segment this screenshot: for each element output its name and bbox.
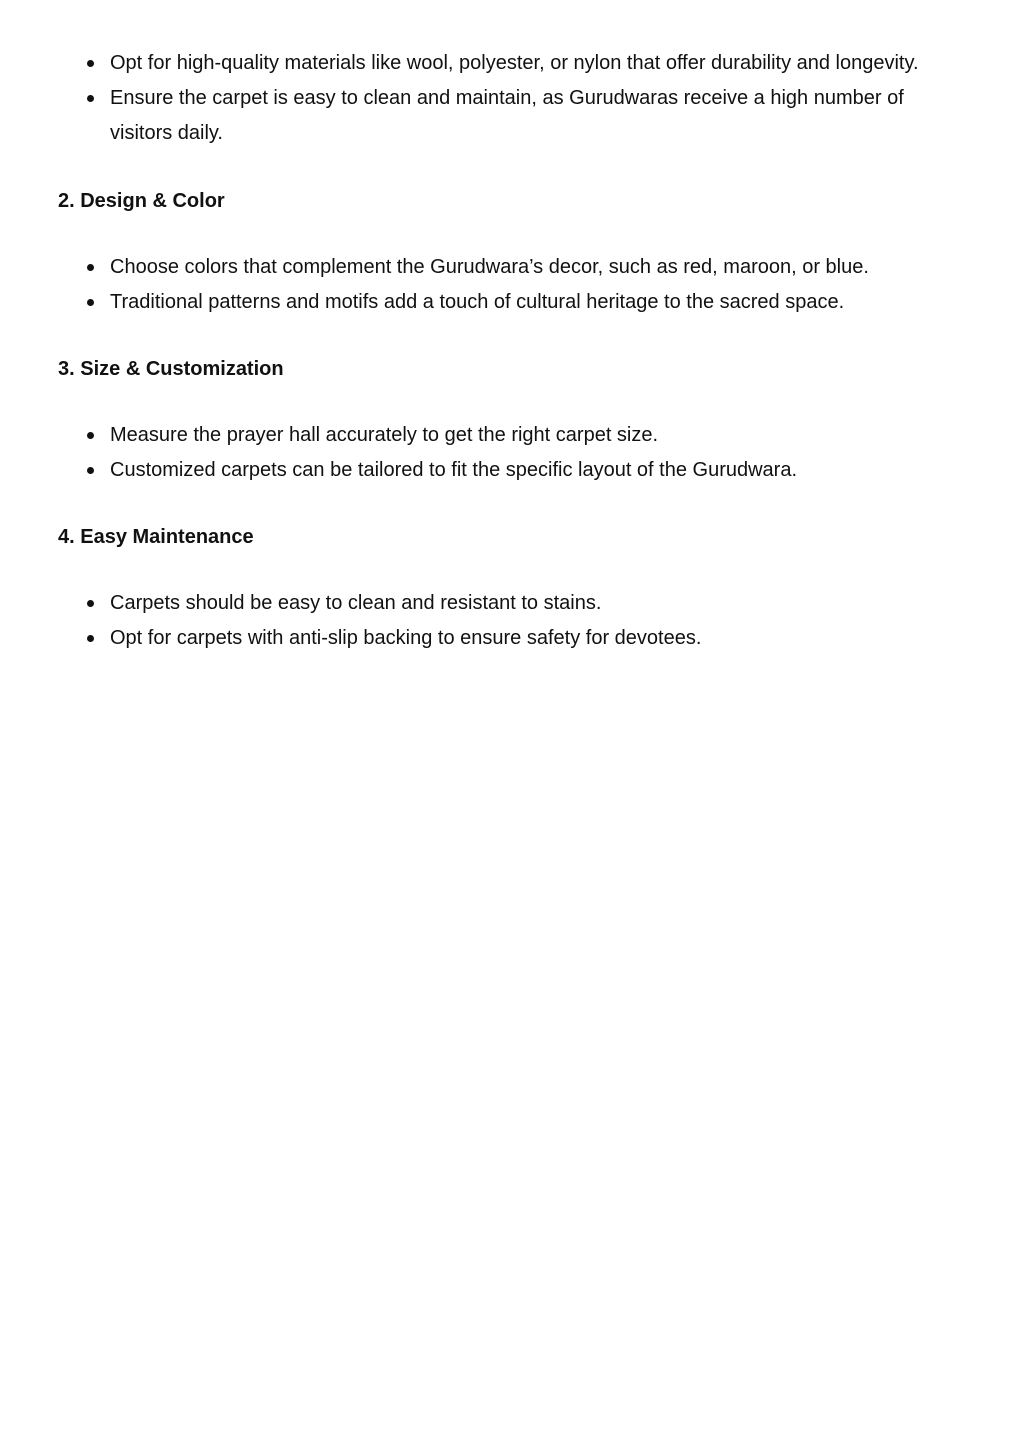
list-item-text: Measure the prayer hall accurately to get the right carpet size. <box>110 424 659 446</box>
list-item <box>58 453 958 488</box>
design-color-bullet-list <box>58 250 958 320</box>
list-item-text: Ensure the carpet is easy to clean and maintain, as Gurudwaras receive a high number of visitors daily. <box>110 87 904 144</box>
list-item-text: Traditional patterns and motifs add a touch of cultural heritage to the sacred space. <box>110 291 845 313</box>
list-item <box>58 586 958 621</box>
list-item-text: Choose colors that complement the Gurudwara’s decor, such as red, maroon, or blue. <box>110 256 869 278</box>
list-item-text: Carpets should be easy to clean and resistant to stains. <box>110 592 602 614</box>
easy-maintenance-bullet-list <box>58 586 958 656</box>
list-item <box>58 285 958 320</box>
bullet-icon <box>87 60 94 67</box>
size-customization-bullet-list <box>58 418 958 488</box>
bullet-icon <box>87 467 94 474</box>
list-item-text: Customized carpets can be tailored to fit the specific layout of the Gurudwara. <box>110 459 798 481</box>
section-heading-size-customization: 3. Size & Customization <box>58 358 284 380</box>
list-item <box>58 621 958 656</box>
bullet-icon <box>87 264 94 271</box>
list-item <box>58 250 958 285</box>
list-item <box>58 418 958 453</box>
list-item-text: Opt for carpets with anti-slip backing to ensure safety for devotees. <box>110 627 702 649</box>
bullet-icon <box>87 600 94 607</box>
document-page <box>58 46 958 656</box>
bullet-icon <box>87 95 94 102</box>
material-bullet-list <box>58 46 958 151</box>
bullet-icon <box>87 432 94 439</box>
list-item-text: Opt for high-quality materials like wool, polyester, or nylon that offer durability and longevity. <box>110 52 919 74</box>
list-item <box>58 46 958 81</box>
section-heading-design-color: 2. Design & Color <box>58 190 225 212</box>
bullet-icon <box>87 299 94 306</box>
list-item <box>58 81 958 151</box>
bullet-icon <box>87 635 94 642</box>
section-heading-easy-maintenance: 4. Easy Maintenance <box>58 526 254 548</box>
